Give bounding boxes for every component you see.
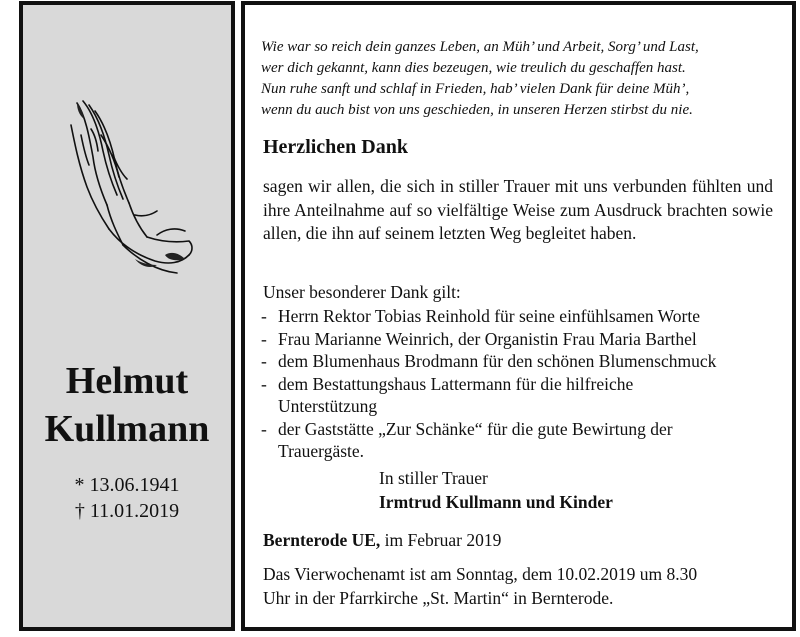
list-item xyxy=(261,305,791,328)
verse-line: wer dich gekannt, kann dies bezeugen, wie treulich du geschaffen hast. xyxy=(261,60,686,76)
list-item-text: Frau Marianne Weinrich, der Organistin Frau Maria Barthel xyxy=(278,328,697,349)
list-item-text: dem Bestattungshaus Lattermann für die hilfreiche xyxy=(278,373,634,394)
birth-date: * 13.06.1941 xyxy=(74,474,180,496)
list-item-text: Trauergäste. xyxy=(278,441,365,461)
place: Bernterode UE, xyxy=(263,530,381,550)
last-name: Kullmann xyxy=(44,408,210,450)
list-item-text: Herrn Rektor Tobias Reinhold für seine einfühlsamen Worte xyxy=(278,306,700,326)
list-item xyxy=(261,373,791,418)
service-info xyxy=(263,563,783,610)
closing-line: In stiller Trauer xyxy=(379,468,488,488)
list-item xyxy=(261,328,791,351)
verse-line: Wie war so reich dein ganzes Leben, an Müh’ und Arbeit, Sorg’ und Last, xyxy=(261,39,699,55)
verse-line: Nun ruhe sanft und schlaf in Frieden, hab’ vielen Dank für deine Müh’, xyxy=(261,81,690,97)
verse-line: wenn du auch bist von uns geschieden, in unseren Herzen stirbst du nie. xyxy=(261,102,693,118)
thanks-intro: Unser besonderer Dank gilt: xyxy=(263,282,461,302)
list-item-text: der Gaststätte „Zur Schänke“ für die gute Bewirtung der xyxy=(278,418,673,439)
list-dash: - xyxy=(261,418,267,439)
service-line: Uhr in der Pfarrkirche „St. Martin“ in Bernterode. xyxy=(263,587,614,608)
thanks-paragraph: sagen wir allen, die sich in stiller Trauer mit uns verbunden fühlten und ihre Anteilnahme auf so vielfältige Weise zum Ausdruck brachten sowie allen, die ihn auf seinem letzten Weg begleitet haben. xyxy=(263,176,773,243)
family-signature: Irmtrud Kullmann und Kinder xyxy=(379,492,613,512)
list-item-text: Unterstützung xyxy=(278,396,378,416)
list-dash: - xyxy=(261,328,267,349)
list-dash: - xyxy=(261,351,267,371)
right-panel xyxy=(241,1,796,631)
thanks-heading: Herzlichen Dank xyxy=(263,136,408,158)
memorial-verse xyxy=(261,37,781,121)
date: im Februar 2019 xyxy=(384,530,502,550)
place-date xyxy=(263,529,501,552)
thanks-list xyxy=(261,305,791,463)
left-panel xyxy=(19,1,235,631)
list-item-text: dem Blumenhaus Brodmann für den schönen Blumenschmuck xyxy=(278,351,717,371)
list-dash: - xyxy=(261,306,267,326)
praying-hands-icon xyxy=(65,95,195,277)
service-line: Das Vierwochenamt ist am Sonntag, dem 10.02.2019 um 8.30 xyxy=(263,564,698,584)
list-item xyxy=(261,350,791,373)
list-item xyxy=(261,418,791,463)
list-dash: - xyxy=(261,373,267,394)
first-name: Helmut xyxy=(65,360,189,402)
death-date: † 11.01.2019 xyxy=(74,500,180,522)
